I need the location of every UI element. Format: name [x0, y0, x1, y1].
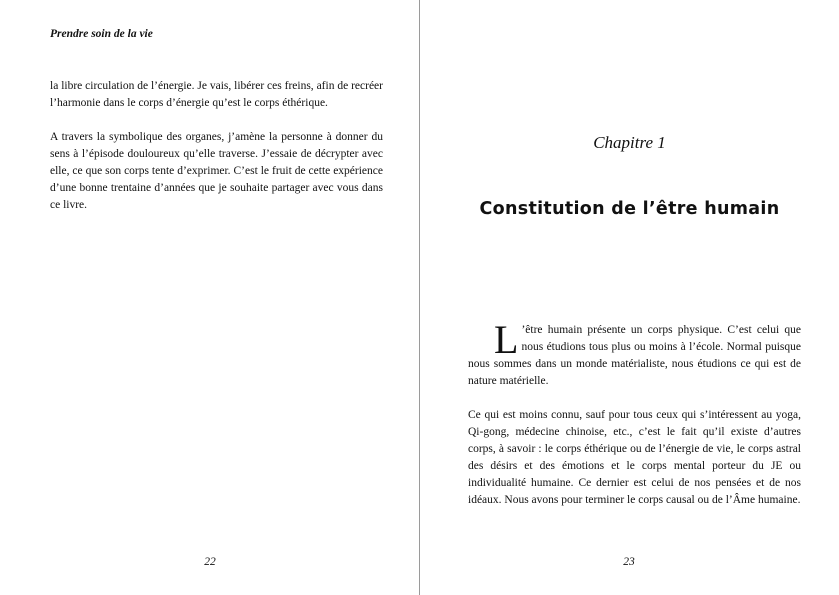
right-page [420, 0, 839, 595]
paragraph: la libre circulation de l’énergie. Je vais, libérer ces freins, afin de recréer l’harmonie dans le corps d’énergie qu’est le corps éthérique. [50, 80, 383, 109]
drop-cap: L [494, 317, 519, 362]
running-header: Prendre soin de la vie [50, 28, 153, 40]
chapter-title: Constitution de l’être humain [479, 199, 780, 219]
paragraph [468, 317, 801, 390]
right-page-text [468, 317, 801, 526]
page-number-left: 22 [204, 556, 216, 568]
page-number-right: 23 [623, 556, 635, 568]
paragraph-text: ’être humain présente un corps physique. C’est celui que nous étudions tous plus ou moins à l’école. Normal puisque nous sommes dans un monde matérialiste, nous étudions ce qui est de nature matérielle. [468, 324, 801, 387]
left-page-text [50, 78, 383, 231]
chapter-label: Chapitre 1 [593, 133, 666, 152]
paragraph: A travers la symbolique des organes, j’amène la personne à donner du sens à l’épisode douloureux qu’elle traverse. J’essaie de décrypter avec elle, ce que son corps tente d’exprimer. C’est le fruit de cette expérience d’une bonne trentaine d’années que je souhaite partager avec vous dans ce livre. [50, 131, 383, 211]
paragraph: Ce qui est moins connu, sauf pour tous ceux qui s’intéressent au yoga, Qi-gong, médecine chinoise, etc., c’est le fait qu’il existe d’autres corps, à savoir : le corps éthérique ou de l’énergie de vie, le corps astral des désirs et des émotions et le corps mental porteur du JE ou individualité humaine. Ce dernier est celui de nos pensées et de nos idéaux. Nous avons pour terminer le corps causal ou de l’Âme humaine. [468, 409, 801, 506]
